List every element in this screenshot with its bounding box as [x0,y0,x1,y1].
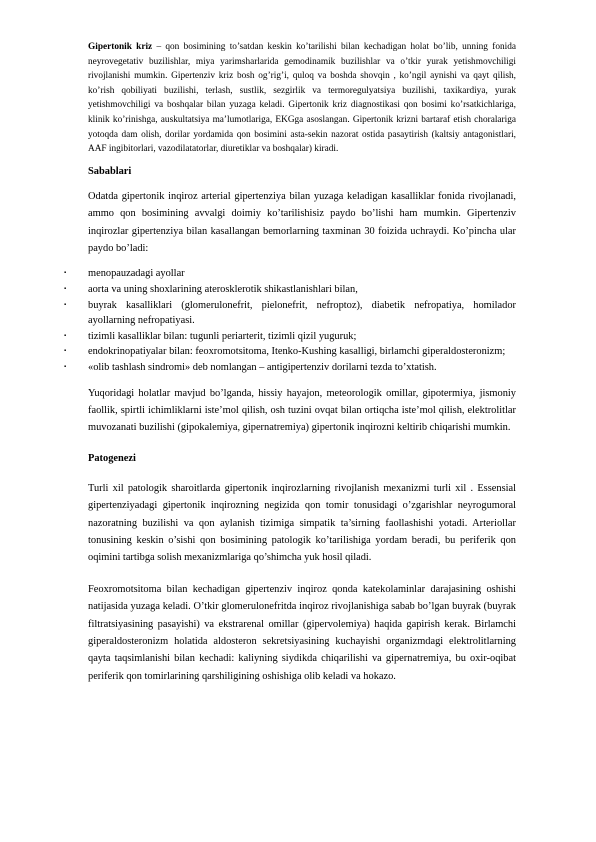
list-item: ▪ buyrak kasalliklari (glomerulonefrit, pielonefrit, nefroptoz), diabetik nefropatiya, homilador ayollarning nefropatiyasi. [64,299,516,327]
list-item: ▪ «olib tashlash sindromi» deb nomlangan – antigipertenziv dorilarni tezda to’xtatish. [88,360,516,376]
list-item: ▪ endokrinopatiyalar bilan: feoxromotsitoma, Itenko-Kushing kasalligi, birlamchi giperaldosteronizm; [88,344,516,360]
bullet-icon: ▪ [64,348,67,355]
pathogenesis-paragraph-2: Feoxromotsitoma bilan kechadigan gipertenziv inqiroz qonda katekolaminlar darajasining oshishi natijasida yuzaga keladi. O’tkir glomerulonefritda inqiroz rivojlanishiga sabab bo’lgan buyrak (buyrak filtratsiyasining pasayishi) va ekstrarenal omillar (gipervolemiya) haqida gapirish kerak. Birlamchi giperaldosteronizm holatida aldosteron sekretsiyasining kuchayishi organizmdagi elektrolitlarning qayta taqsimlanishi bilan kechadi: kaliyning siydikda chiqarilishi va gipernatremiya, bu oxir-oqibat periferik qon tomirlarining qarshiligining oshishiga olib keladi va hokazo. [88,583,516,682]
bullet-icon: ▪ [64,363,67,370]
section-heading-pathogenesis: Patogenezi [88,452,136,464]
document-page [64,40,516,685]
causes-paragraph: Odatda gipertonik inqiroz arterial gipertenziya bilan yuzaga keladigan kasalliklar fonida rivojlanadi, ammo qon bosimining avvalgi doimiy ko’tarilishisiz paydo bo’lishi ham mumkin. Gipertenziv inqirozlar gipertenziya bilan kasallangan bemorlarning taxminan 30 foizida uchraydi. Ko’pincha ular paydo bo’ladi: [88,190,516,254]
bullet-icon: ▪ [64,285,67,292]
bullet-icon: ▪ [64,301,67,308]
intro-paragraph [88,40,516,157]
causes-list [64,266,516,375]
intro-text: – qon bosimining to’satdan keskin ko’tarilishi bilan kechadigan holat bo’lib, unning fonida neyrovegetativ buzilishlar, miya yarimsharlarida gemodinamik buzilishlar va o’tkir yurak yetishmovchiligi rivojlanishi mumkin. Gipertenziv kriz bosh og’rig’i, quloq va boshda shovqin , ko’ngil aynishi va qayt qilish, ko’rish qobiliyati buzilishi, terlash, sustlik, sezgirlik va termoregulyatsiya buzilishi, taxikardiya, yurak yetishmovchiligi va boshqalar bilan yuzaga keladi. Gipertonik kriz diagnostikasi qon bosimi ko’rsatkichlariga, klinik ko’rinishga, auskultatsiya ma’lumotlariga, EKGga asoslangan. Gipertonik krizni bartaraf etish choralariga yotoqda dam olish, dorilar yordamida qon bosimini asta-sekin nazorat ostida pasaytirish (kaltsiy antagonistlari, AAF ingibitorlari, vazodilatatorlar, diuretiklar va boshqalar) kiradi. [88,42,516,155]
triggers-paragraph: Yuqoridagi holatlar mavjud bo’lganda, hissiy hayajon, meteorologik omillar, gipotermiya, jismoniy faollik, spirtli ichimliklarni iste’mol qilish, osh tuzini ovqat bilan ortiqcha iste’mol qilish, elektrolitlar muvozanati buzilishi (gipokalemiya, gipernatremiya) gipertonik inqirozni keltirib chiqarishi mumkin. [88,387,516,434]
section-heading-causes: Sabablari [88,165,132,177]
list-item: ▪ menopauzadagi ayollar [88,266,516,282]
intro-term: Gipertonik kriz [88,42,153,52]
bullet-icon: ▪ [64,270,67,277]
list-item: ▪ tizimli kasalliklar bilan: tugunli periarterit, tizimli qizil yuguruk; [88,329,516,345]
list-item: ▪ aorta va uning shoxlarining aterosklerotik shikastlanishlari bilan, [88,282,516,298]
pathogenesis-paragraph-1: Turli xil patologik sharoitlarda gipertonik inqirozlarning rivojlanish mexanizmi turli xil . Essensial gipertenziyadagi gipertonik inqirozning negizida qon tomir tonusidagi o’zgarishlar neyrogumoral nazoratning buzilishi va qon aylanish tizimiga simpatik ta’sirning faollashishi yotadi. Arteriollar tonusining keskin o’sishi qon bosimining patologik ko’tarilishiga yordam beradi, bu periferik qon oqimini tartibga solish mexanizmlariga qo’shimcha yuk hosil qiladi. [88,482,516,564]
bullet-icon: ▪ [64,332,67,339]
